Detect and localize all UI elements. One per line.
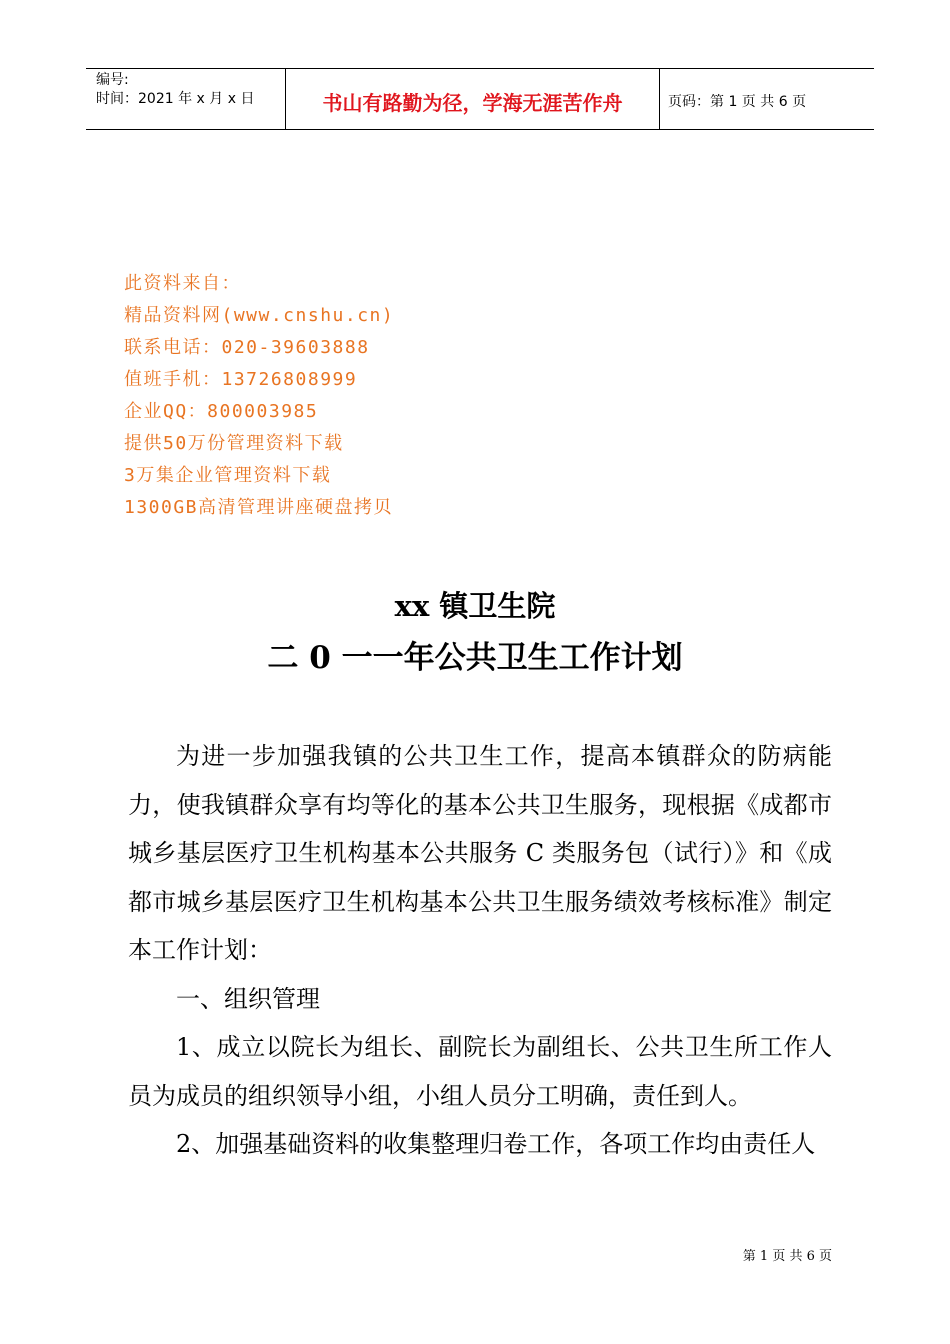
body-paragraph: 为进一步加强我镇的公共卫生工作，提高本镇群众的防病能力，使我镇群众享有均等化的基本公共卫生服务，现根据《成都市城乡基层医疗卫生机构基本公共服务 C 类服务包（试行）》和《成都市城乡基层医疗卫生机构基本公共卫生服务绩效考核标准》制定本工作计划： xyxy=(128,742,832,964)
section-heading: 一、组织管理 xyxy=(176,984,320,1013)
number-label: 编号: xyxy=(96,72,129,88)
source-line: 企业QQ：800003985 xyxy=(124,401,319,422)
title-line-2: 二 0 一一年公共卫生工作计划 xyxy=(267,640,683,676)
footer-page-label: 第 1 页 共 6 页 xyxy=(742,1249,832,1264)
source-line: 联系电话：020-39603888 xyxy=(124,337,370,358)
document-header xyxy=(86,68,874,130)
motto-text: 书山有路勤为径，学海无涯苦作舟 xyxy=(322,90,623,115)
body-paragraph: 2、加强基础资料的收集整理归卷工作，各项工作均由责任人 xyxy=(176,1130,816,1158)
source-info-block xyxy=(124,268,394,524)
source-line: 值班手机：13726808999 xyxy=(124,369,358,390)
source-line: 精品资料网(www.cnshu.cn) xyxy=(124,305,395,326)
time-label: 时间：2021 年 x 月 x 日 xyxy=(96,91,255,107)
source-line: 此资料来自： xyxy=(124,273,241,294)
header-motto-cell xyxy=(286,69,660,129)
header-page-cell xyxy=(660,69,874,129)
title-line-1: xx 镇卫生院 xyxy=(394,589,556,623)
page-footer xyxy=(743,1245,832,1264)
document-title xyxy=(0,582,950,684)
source-line: 提供50万份管理资料下载 xyxy=(124,433,344,454)
document-body xyxy=(128,732,832,1169)
source-line: 3万集企业管理资料下载 xyxy=(124,465,332,486)
source-line: 1300GB高清管理讲座硬盘拷贝 xyxy=(124,497,394,518)
body-paragraph: 1、成立以院长为组长、副院长为副组长、公共卫生所工作人员为成员的组织领导小组，小组人员分工明确，责任到人。 xyxy=(128,1033,832,1110)
header-meta-cell xyxy=(86,69,286,129)
header-page-label: 页码：第 1 页 共 6 页 xyxy=(668,94,807,110)
